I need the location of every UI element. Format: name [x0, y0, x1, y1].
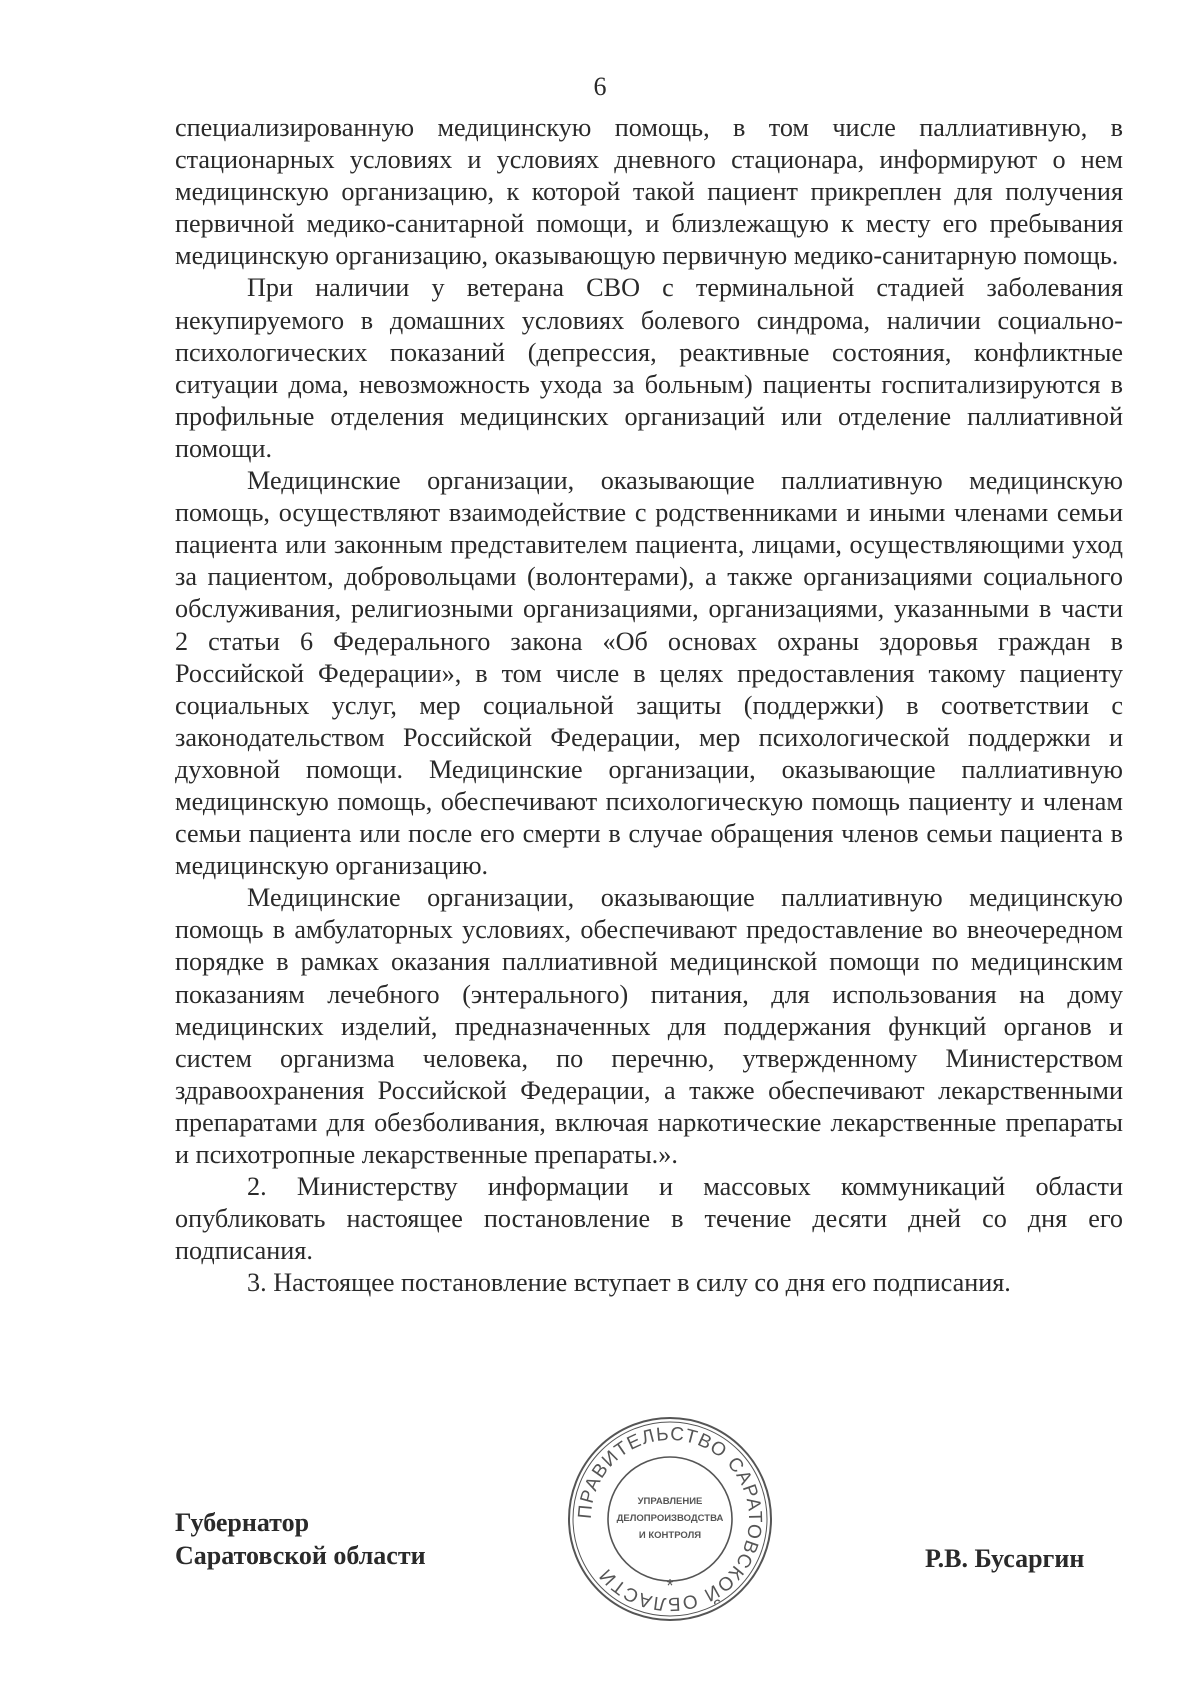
- seal-star: *: [666, 1576, 674, 1596]
- paragraph-2: При наличии у ветерана СВО с терминальной стадией заболевания некупируемого в домашних условиях болевого синдрома, наличии социально-психологических показаний (депрессия, реактивные состояния, конфликтные ситуации дома, невозможность ухода за больным) пациенты госпитализируются в профильные отделения медицинских организаций или отделение паллиативной помощи.: [175, 273, 1123, 463]
- paragraph-1: специализированную медицинскую помощь, в том числе паллиативную, в стационарных условиях и условиях дневного стационара, информируют о нем медицинскую организацию, к которой такой пациент прикреплен для получения первичной медико-санитарной помощи, и близлежащую к месту его пребывания медицинскую организацию, оказывающую первичную медико-санитарную помощь.: [175, 113, 1123, 271]
- document-body: [175, 112, 1123, 1299]
- seal-inner-line-3: И КОНТРОЛЯ: [638, 1530, 702, 1541]
- paragraph-5: 2. Министерству информации и массовых коммуникаций области опубликовать настоящее постановление в течение десяти дней со дня его подписания.: [175, 1172, 1123, 1266]
- signatory-title: [175, 1506, 426, 1572]
- page-number: 6: [593, 72, 607, 101]
- seal-inner-line-1: УПРАВЛЕНИЕ: [637, 1496, 703, 1507]
- paragraph-4: Медицинские организации, оказывающие паллиативную медицинскую помощь в амбулаторных условиях, обеспечивают предоставление во внеочередном порядке в рамках оказания паллиативной медицинской помощи по медицинским показаниям лечебного (энтерального) питания, для использования на дому медицинских изделий, предназначенных для поддержания функций органов и систем организма человека, по перечню, утвержденному Министерством здравоохранения Российской Федерации, а также обеспечивают лекарственными препаратами для обезболивания, включая наркотические лекарственные препараты и психотропные лекарственные препараты.».: [175, 883, 1123, 1169]
- paragraph-3: Медицинские организации, оказывающие паллиативную медицинскую помощь, осуществляют взаимодействие с родственниками и иными членами семьи пациента или законным представителем пациента, лицами, осуществляющими уход за пациентом, добровольцами (волонтерами), а также организациями социального обслуживания, религиозными организациями, организациями, указанными в части 2 статьи 6 Федерального закона «Об основах охраны здоровья граждан в Российской Федерации», в том числе в целях предоставления такому пациенту социальных услуг, мер социальной защиты (поддержки) в соответствии с законодательством Российской Федерации, мер психологической поддержки и духовной помощи. Медицинские организации, оказывающие паллиативную медицинскую помощь, обеспечивают психологическую помощь пациенту и членам семьи пациента или после его смерти в случае обращения членов семьи пациента в медицинскую организацию.: [175, 466, 1123, 881]
- seal-inner-line-2: ДЕЛОПРОИЗВОДСТВА: [616, 1513, 724, 1524]
- paragraph-6: 3. Настоящее постановление вступает в силу со дня его подписания.: [247, 1268, 1011, 1298]
- official-seal: [565, 1414, 775, 1624]
- signatory-title-line-2: Саратовской области: [175, 1541, 426, 1570]
- signatory-name: Р.В. Бусаргин: [925, 1544, 1085, 1573]
- seal-outer-text: ПРАВИТЕЛЬСТВО САРАТОВСКОЙ ОБЛАСТИ: [574, 1423, 766, 1615]
- signatory-title-line-1: Губернатор: [175, 1508, 310, 1537]
